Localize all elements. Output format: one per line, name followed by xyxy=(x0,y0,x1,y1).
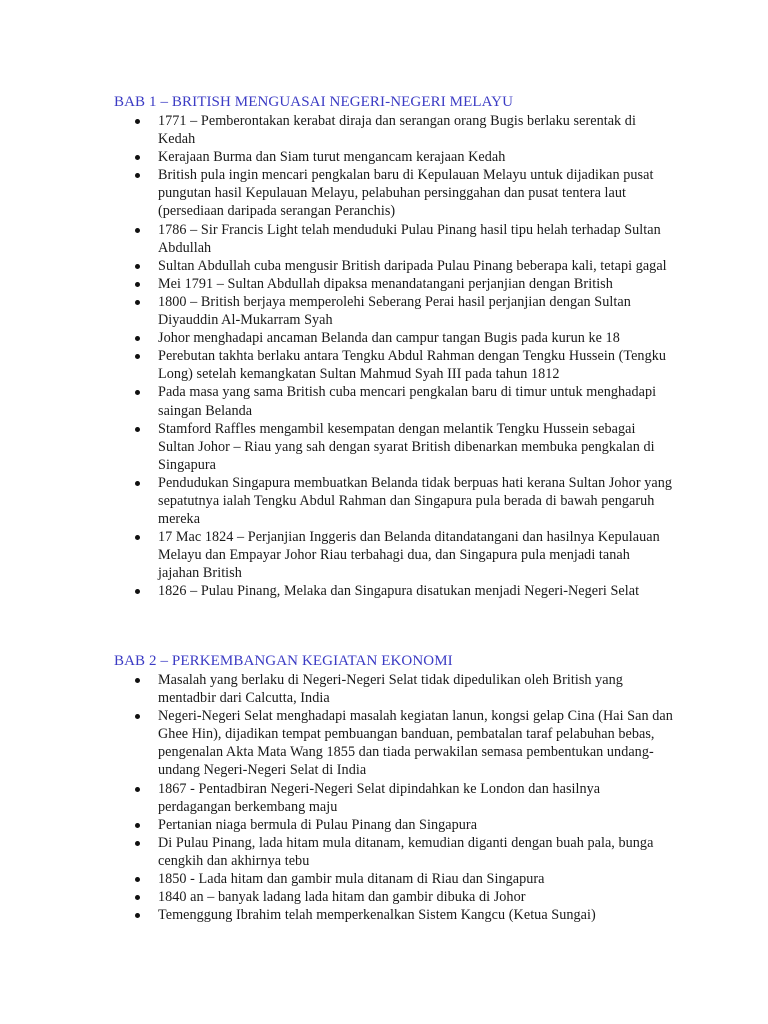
list-item-text: 1850 - Lada hitam dan gambir mula ditanam di Riau dan Singapura xyxy=(158,871,545,888)
list-item-text: British pula ingin mencari pengkalan baru di Kepulauan Melayu untuk dijadikan pusat pungutan hasil Kepulauan Melayu, pelabuhan persinggahan dan pusat tentera laut (persediaan daripada serangan Peranchis) xyxy=(158,167,654,220)
list-item xyxy=(114,816,674,834)
list-item xyxy=(114,474,674,528)
chapter-2-heading: BAB 2 – PERKEMBANGAN KEGIATAN EKONOMI xyxy=(114,653,453,669)
bullet-icon xyxy=(135,300,140,305)
list-item-text: 1786 – Sir Francis Light telah menduduki Pulau Pinang hasil tipu helah terhadap Sultan Abdullah xyxy=(158,221,661,256)
list-item xyxy=(114,329,674,347)
bullet-icon xyxy=(135,895,140,900)
list-item xyxy=(114,420,674,474)
list-item-text: Mei 1791 – Sultan Abdullah dipaksa menandatangani perjanjian dengan British xyxy=(158,275,613,292)
list-item xyxy=(114,906,674,924)
list-item-text: 1800 – British berjaya memperolehi Seberang Perai hasil perjanjian dengan Sultan Diyauddin Al-Mukarram Syah xyxy=(158,293,631,329)
bullet-icon xyxy=(135,841,140,846)
list-item xyxy=(114,834,674,870)
list-item xyxy=(114,221,674,257)
bullet-icon xyxy=(135,354,140,359)
chapter-1-bullet-list xyxy=(114,112,674,601)
list-item xyxy=(114,257,674,275)
list-item xyxy=(114,671,674,707)
list-item xyxy=(114,293,674,329)
list-item-text: Di Pulau Pinang, lada hitam mula ditanam, kemudian diganti dengan buah pala, bunga cengkih dan akhirnya tebu xyxy=(158,834,654,869)
list-item xyxy=(114,383,674,419)
bullet-icon xyxy=(135,714,140,719)
bullet-icon xyxy=(135,264,140,269)
list-item xyxy=(114,888,674,906)
list-item xyxy=(114,148,674,166)
list-item xyxy=(114,112,674,148)
list-item xyxy=(114,707,674,779)
list-item xyxy=(114,582,674,600)
list-item-text: Stamford Raffles mengambil kesempatan dengan melantik Tengku Hussein sebagai Sultan Johor – Riau yang sah dengan syarat British dibenarkan membuka pengkalan di Singapura xyxy=(158,420,655,473)
chapter-1-section xyxy=(114,93,674,601)
list-item xyxy=(114,528,674,582)
list-item-text: Sultan Abdullah cuba mengusir British daripada Pulau Pinang beberapa kali, tetapi gagal xyxy=(158,257,667,274)
bullet-icon xyxy=(135,155,140,160)
list-item-text: 1867 - Pentadbiran Negeri-Negeri Selat dipindahkan ke London dan hasilnya perdagangan berkembang maju xyxy=(158,780,601,815)
list-item-text: Pendudukan Singapura membuatkan Belanda tidak berpuas hati kerana Sultan Johor yang sepatutnya ialah Tengku Abdul Rahman dan Singapura pula berada di bawah pengaruh mereka xyxy=(158,474,672,528)
bullet-icon xyxy=(135,228,140,233)
list-item-text: Pertanian niaga bermula di Pulau Pinang dan Singapura xyxy=(158,816,478,833)
bullet-icon xyxy=(135,787,140,792)
bullet-icon xyxy=(135,390,140,395)
bullet-icon xyxy=(135,589,140,594)
list-item xyxy=(114,275,674,293)
bullet-icon xyxy=(135,427,140,432)
list-item-text: Perebutan takhta berlaku antara Tengku Abdul Rahman dengan Tengku Hussein (Tengku Long) setelah kemangkatan Sultan Mahmud Syah III pada tahun 1812 xyxy=(158,348,667,383)
list-item-text: 1771 – Pemberontakan kerabat diraja dan serangan orang Bugis berlaku serentak di Kedah xyxy=(158,113,636,148)
list-item-text: Temenggung Ibrahim telah memperkenalkan Sistem Kangcu (Ketua Sungai) xyxy=(158,907,596,924)
chapter-2-bullet-list xyxy=(114,671,674,924)
bullet-icon xyxy=(135,282,140,287)
list-item-text: 1840 an – banyak ladang lada hitam dan gambir dibuka di Johor xyxy=(158,889,526,906)
chapter-1-heading: BAB 1 – BRITISH MENGUASAI NEGERI-NEGERI MELAYU xyxy=(114,94,514,110)
bullet-icon xyxy=(135,336,140,341)
list-item xyxy=(114,347,674,383)
list-item xyxy=(114,870,674,888)
bullet-icon xyxy=(135,678,140,683)
bullet-icon xyxy=(135,119,140,124)
bullet-icon xyxy=(135,823,140,828)
chapter-2-section xyxy=(114,652,674,924)
list-item-text: Johor menghadapi ancaman Belanda dan campur tangan Bugis pada kurun ke 18 xyxy=(158,330,620,347)
list-item xyxy=(114,166,674,220)
list-item-text: 17 Mac 1824 – Perjanjian Inggeris dan Belanda ditandatangani dan hasilnya Kepulauan Melayu dan Empayar Johor Riau terbahagi dua, dan Singapura pula menjadi tanah jajahan British xyxy=(158,529,660,582)
bullet-icon xyxy=(135,481,140,486)
list-item-text: Pada masa yang sama British cuba mencari pengkalan baru di timur untuk menghadapi saingan Belanda xyxy=(158,384,657,419)
bullet-icon xyxy=(135,173,140,178)
bullet-icon xyxy=(135,913,140,918)
list-item-text: 1826 – Pulau Pinang, Melaka dan Singapura disatukan menjadi Negeri-Negeri Selat xyxy=(158,583,640,600)
bullet-icon xyxy=(135,535,140,540)
bullet-icon xyxy=(135,877,140,882)
list-item-text: Kerajaan Burma dan Siam turut mengancam kerajaan Kedah xyxy=(158,149,506,166)
list-item xyxy=(114,780,674,816)
list-item-text: Negeri-Negeri Selat menghadapi masalah kegiatan lanun, kongsi gelap Cina (Hai San dan Ghee Hin), dijadikan tempat pembuangan banduan, pembatalan taraf pelabuhan bebas, pengenalan Akta Mata Wang 1855 dan tiada perwakilan semasa pembentukan undang-undang Negeri-Negeri Selat di India xyxy=(158,708,673,779)
list-item-text: Masalah yang berlaku di Negeri-Negeri Selat tidak dipedulikan oleh British yang mentadbir dari Calcutta, India xyxy=(158,672,623,707)
